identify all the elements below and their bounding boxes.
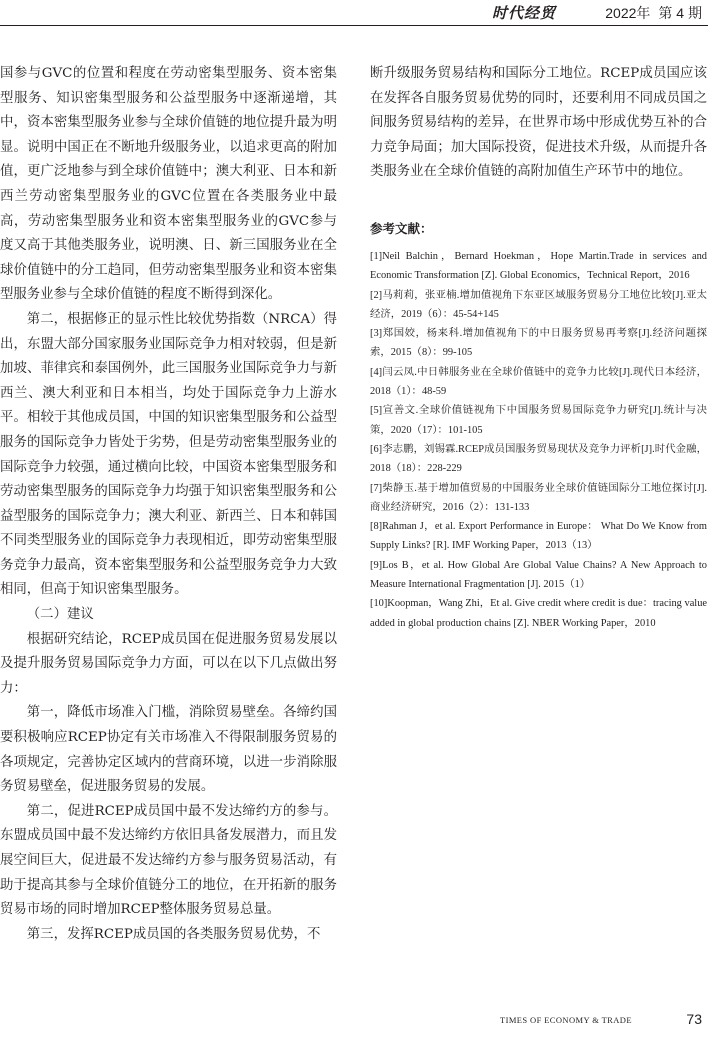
page-header [0, 0, 708, 26]
reference-item: [4]闫云凤.中日韩服务业在全球价值链中的竞争力比较[J].现代日本经济，2018（1）：48-59 [370, 366, 707, 398]
body-paragraph: 第三，发挥RCEP成员国的各类服务贸易优势，不 [26, 926, 321, 942]
body-paragraph: 第二，促进RCEP成员国中最不发达缔约方的参与。东盟成员国中最不发达缔约方依旧具备发展潜力，而且发展空间巨大，促进最不发达缔约方参与服务贸易活动，有助于提高其参与全球价值链分工的地位，在开拓新的服务贸易市场的同时增加RCEP整体服务贸易总量。 [0, 803, 337, 918]
reference-item: [1]Neil Balchin，Bernard Hoekman，Hope Martin.Trade in services and Economic Transformation [Z]. Global Economics，Technical Report，2016 [370, 250, 707, 282]
body-paragraph: 第二，根据修正的显示性比较优势指数（NRCA）得出，东盟大部分国家服务业国际竞争力相对较弱，但是新加坡、菲律宾和泰国例外，此三国服务业国际竞争力与新西兰、澳大利亚和日本相当，均处于国际竞争力上游水平。相较于其他成员国，中国的知识密集型服务和公益型服务的国际竞争力皆处于劣势，但是劳动密集型服务业的国际竞争力较强，通过横向比较，中国资本密集型服务和劳动密集型服务的国际竞争力均强于知识密集型服务和公益型服务的国际竞争力；澳大利亚、新西兰、日本和韩国不同类型服务业的国际竞争力表现相近，即劳动密集型服务竞争力最高，资本密集型服务和公益型服务竞争力大致相同，但高于知识密集型服务。 [0, 311, 337, 598]
body-paragraph: 国参与GVC的位置和程度在劳动密集型服务、资本密集型服务、知识密集型服务和公益型服务中逐渐递增，其中，资本密集型服务业参与全球价值链的地位提升最为明显。说明中国正在不断地升级服务业，以追求更高的附加值，更广泛地参与到全球价值链中；澳大利亚、日本和新西兰劳动密集型服务业的GVC位置在各类服务业中最高，劳动密集型服务业和资本密集型服务业的GVC参与度又高于其他类服务业，说明澳、日、新三国服务业在全球价值链中的分工趋同，但劳动密集型服务业和资本密集型服务业参与全球价值链的程度不断得到深化。 [0, 66, 337, 303]
body-paragraph: 根据研究结论，RCEP成员国在促进服务贸易发展以及提升服务贸易国际竞争力方面，可以在以下几点做出努力： [0, 631, 337, 696]
reference-item: [7]柴静玉.基于增加值贸易的中国服务业全球价值链国际分工地位探讨[J].商业经济研究，2016（2）：131-133 [370, 482, 707, 513]
left-column [0, 62, 337, 947]
journal-logo: 时代经贸 [491, 4, 556, 22]
reference-item: [6]李志鹏，刘锡霖.RCEP成员国服务贸易现状及竞争力评析[J].时代金融，2018（18）：228-229 [370, 443, 707, 475]
reference-item: [10]Koopman，Wang Zhi，Et al. Give credit where credit is due：tracing value added in global production chains [Z]. NBER Working Paper，2010 [370, 598, 707, 629]
body-paragraph: 第一，降低市场准入门槛，消除贸易壁垒。各缔约国要积极响应RCEP协定有关市场准入不得限制服务贸易的各项规定，完善协定区域内的营商环境，以进一步消除服务贸易壁垒，促进服务贸易的发展。 [0, 705, 337, 795]
reference-item: [3]郑国姣，杨来科.增加值视角下的中日服务贸易再考察[J].经济问题探索，2015（8）：99-105 [370, 328, 707, 359]
footer-journal-name: TIMES OF ECONOMY & TRADE [500, 1015, 632, 1025]
reference-item: [5]宣善文.全球价值链视角下中国服务贸易国际竞争力研究[J].统计与决策，2020（17）：101-105 [370, 405, 707, 436]
reference-item: [8]Rahman J，et al. Export Performance in Europe： What Do We Know from Supply Links? [R]. IMF Working Paper，2013（13） [370, 521, 707, 552]
right-column [370, 62, 707, 633]
issue-year: 2022年 [605, 5, 651, 21]
references-list [370, 247, 707, 633]
references-title: 参考文献： [370, 220, 433, 236]
section-subheading: （二）建议 [26, 607, 94, 623]
header-rule [0, 25, 708, 26]
issue-info [597, 3, 702, 23]
body-paragraph: 断升级服务贸易结构和国际分工地位。RCEP成员国应该在发挥各自服务贸易优势的同时，还要利用不同成员国之间服务贸易结构的差异，在世界市场中形成优势互补的合力竞争局面；加大国际投资，促进技术升级，从而提升各类服务业在全球价值链的高附加值生产环节中的地位。 [370, 66, 707, 180]
reference-item: [9]Los B，et al. How Global Are Global Value Chains? A New Approach to Measure International Fragmentation [J]. 2015（1） [370, 559, 707, 591]
issue-number: 第 4 期 [658, 5, 702, 21]
reference-item: [2]马莉莉，张亚楠.增加值视角下东亚区域服务贸易分工地位比较[J].亚太经济，2019（6）：45-54+145 [370, 289, 707, 320]
page-number: 73 [686, 1011, 702, 1027]
